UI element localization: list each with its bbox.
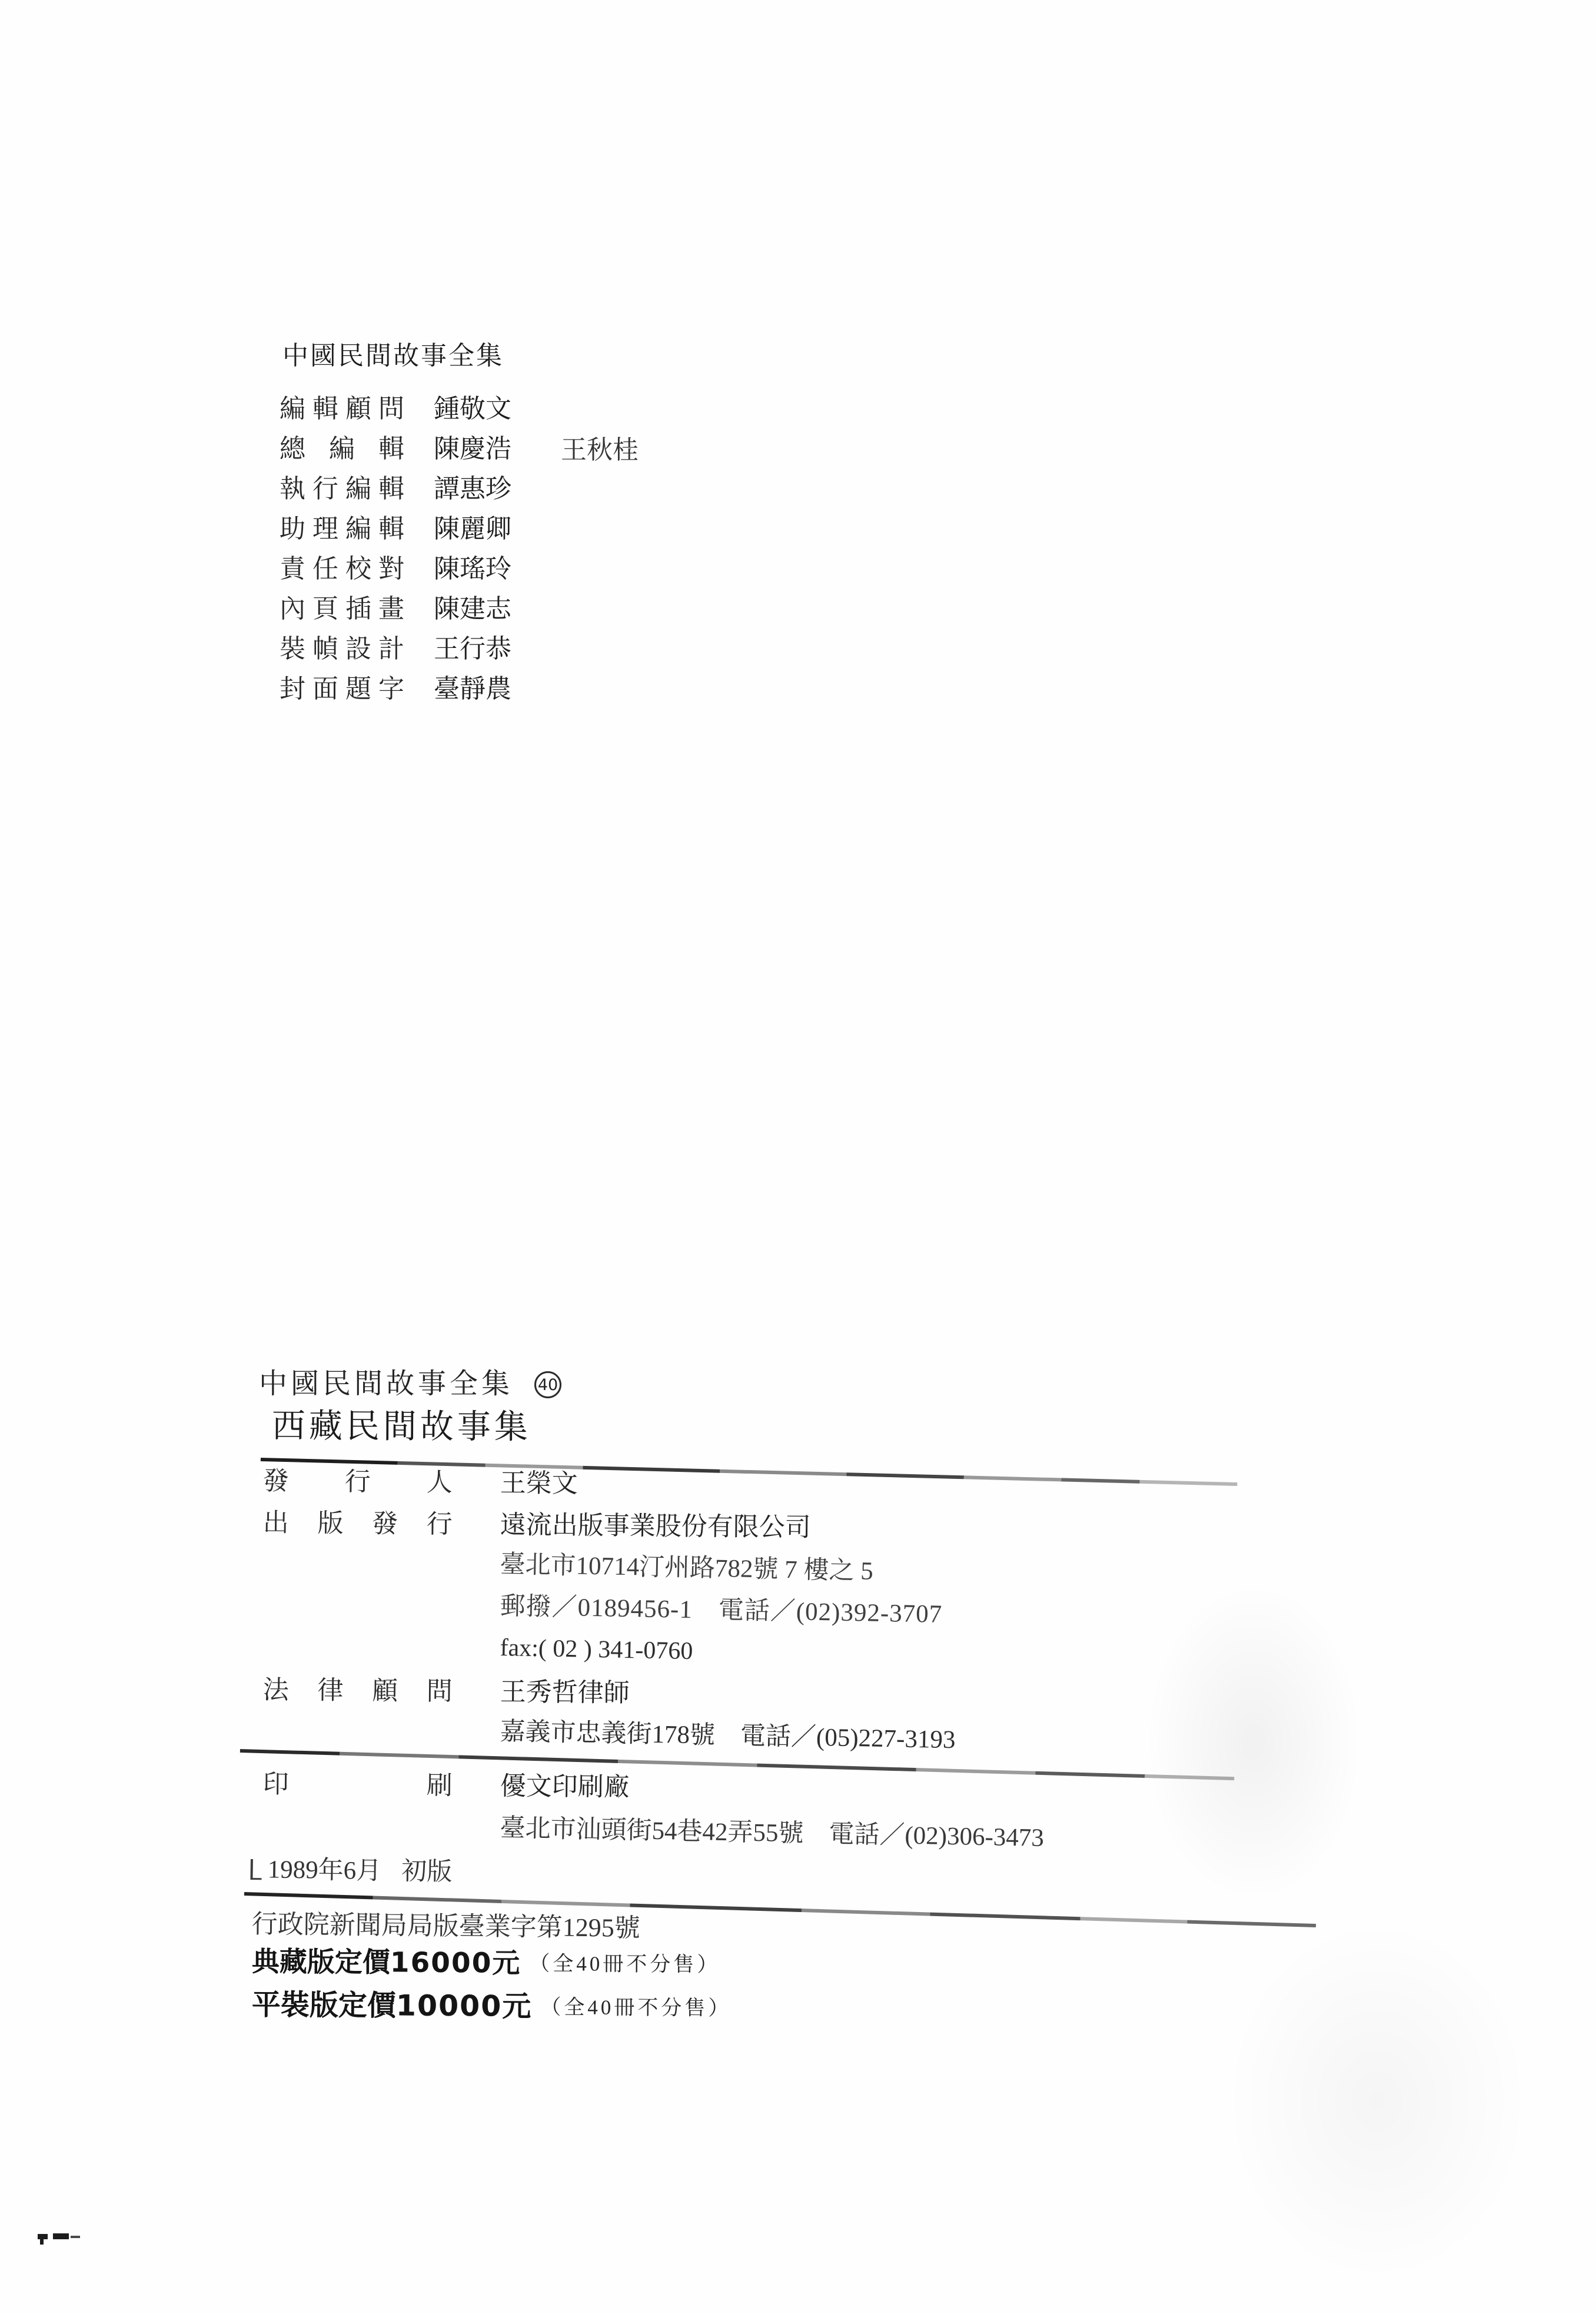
credit-label: 執行編輯: [280, 474, 404, 503]
imprint-value: 王秀哲律師: [500, 1677, 630, 1708]
imprint-label: 印刷: [262, 1770, 453, 1800]
volume-number-badge: 40: [534, 1371, 561, 1398]
imprint-row: [262, 1675, 630, 1708]
imprint-postal-phone: 郵撥／0189456-1 電話／(02)392-3707: [500, 1592, 943, 1628]
credit-label: 總編輯: [280, 434, 404, 463]
imprint-address: 臺北市汕頭街54巷42弄55號 電話／(02)306-3473: [500, 1814, 1045, 1852]
edition-date: 1989年6月: [267, 1856, 382, 1886]
scan-artifact: [40, 2239, 44, 2245]
imprint-row: [262, 1467, 578, 1498]
price-prefix: 典藏版定價: [251, 1947, 391, 1979]
credit-row: [280, 554, 511, 583]
credit-row: [280, 474, 511, 503]
imprint-label: 發行人: [262, 1467, 453, 1497]
credit-name: 王行恭: [434, 634, 511, 663]
credit-label: 封面題字: [280, 674, 404, 703]
price-prefix: 平裝版定價: [251, 1989, 397, 2022]
credit-label: 責任校對: [280, 554, 404, 583]
scan-artifact: [71, 2236, 80, 2238]
imprint-fax: fax:( 02 ) 341-0760: [500, 1634, 693, 1665]
credit-row: [280, 394, 511, 423]
imprint-value: 優文印刷廠: [500, 1771, 630, 1802]
imprint-value: 王榮文: [500, 1468, 578, 1498]
imprint-row: [262, 1770, 630, 1802]
imprint-address: 臺北市10714汀州路782號 7 樓之 5: [500, 1551, 874, 1585]
credit-name: 陳麗卿: [434, 514, 511, 543]
imprint-label: 出版發行: [262, 1508, 453, 1539]
credit-label: 裝幀設計: [280, 634, 404, 663]
collector-edition-price: [252, 1948, 721, 1979]
credit-label: 助理編輯: [280, 514, 404, 543]
price-amount: 16000: [390, 1946, 493, 1980]
imprint-label: 法律顧問: [262, 1675, 453, 1706]
price-unit: 元: [502, 1990, 531, 2023]
price-note: （全40冊不分售）: [529, 1951, 721, 1976]
scan-smudge: [1142, 1577, 1365, 1907]
credit-name: 譚惠珍: [434, 474, 511, 503]
gio-license-number: 行政院新聞局局版臺業字第1295號: [251, 1910, 640, 1943]
credit-row: [280, 674, 511, 703]
credit-name: 鍾敬文: [434, 394, 511, 423]
credit-row: [280, 434, 639, 464]
credit-row: [280, 514, 511, 543]
scan-bracket-artifact: [250, 1859, 261, 1880]
imprint-address: 嘉義市忠義街178號 電話／(05)227-3193: [500, 1718, 956, 1754]
series-title-repeat: 中國民間故事全集: [259, 1368, 514, 1399]
credit-name: 陳瑤玲: [434, 554, 511, 583]
credit-name: 王秋桂: [561, 435, 639, 464]
credit-row: [280, 594, 511, 623]
credit-row: [280, 634, 511, 663]
credit-label: 編輯顧問: [280, 394, 404, 423]
credit-label: 內頁插畫: [280, 594, 404, 623]
edition-line: [250, 1857, 452, 1885]
price-unit: 元: [492, 1948, 520, 1979]
credit-name: 臺靜農: [434, 674, 511, 703]
credit-name: 陳建志: [434, 594, 511, 623]
paperback-edition-price: [252, 1990, 732, 2022]
imprint-value: 遠流出版事業股份有限公司: [500, 1510, 811, 1542]
credit-name: 陳慶浩: [434, 434, 511, 463]
series-title: 中國民間故事全集: [282, 341, 504, 370]
scan-artifact: [53, 2233, 69, 2239]
series-volume-line: [259, 1368, 558, 1399]
book-title: 西藏民間故事集: [271, 1408, 532, 1446]
scan-smudge: [1224, 1919, 1530, 2283]
price-amount: 10000: [395, 1989, 503, 2023]
edition-label: 初版: [401, 1857, 453, 1886]
price-note: （全40冊不分售）: [540, 1995, 732, 2020]
imprint-row: [262, 1508, 811, 1542]
